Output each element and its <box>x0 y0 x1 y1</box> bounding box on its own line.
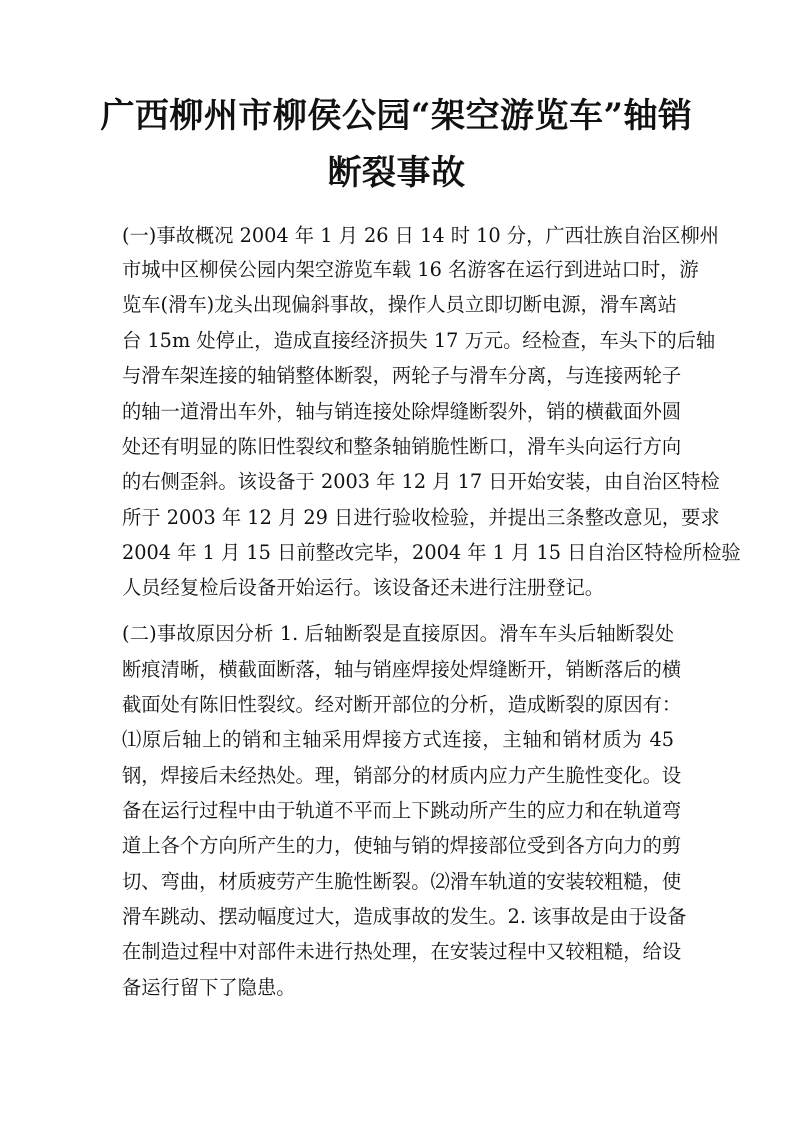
paragraph-line: 切、弯曲，材质疲劳产生脆性断裂。⑵滑车轨道的安装较粗糙，使 <box>122 870 682 893</box>
paragraph-line: 备运行留下了隐患。 <box>122 976 296 999</box>
paragraph-line: 的轴一道滑出车外，轴与销连接处除焊缝断裂外，销的横截面外圆 <box>122 400 682 423</box>
paragraph-line: 览车(滑车)龙头出现偏斜事故，操作人员立即切断电源，滑车离站 <box>122 293 677 316</box>
paragraph-line: 人员经复检后设备开始运行。该设备还未进行注册登记。 <box>122 576 605 599</box>
paragraph-line: 所于 2003 年 12 月 29 日进行验收检验，并提出三条整改意见，要求 <box>122 506 720 529</box>
document-title-line-1: 广西柳州市柳侯公园“架空游览车”轴销 <box>100 96 693 136</box>
paragraph-line: 钢，焊接后未经热处。理，销部分的材质内应力产生脆性变化。设 <box>122 764 682 787</box>
paragraph-line: 台 15m 处停止，造成直接经济损失 17 万元。经检查，车头下的后轴 <box>122 329 716 352</box>
document-title-line-2: 断裂事故 <box>327 153 466 193</box>
paragraph-line: 截面处有陈旧性裂纹。经对断开部位的分析，造成断裂的原因有： <box>122 693 682 716</box>
paragraph-line: 道上各个方向所产生的力，使轴与销的焊接部位受到各方向力的剪 <box>122 834 682 857</box>
paragraph-line: 与滑车架连接的轴销整体断裂，两轮子与滑车分离，与连接两轮子 <box>122 364 682 387</box>
paragraph-line: 备在运行过程中由于轨道不平而上下跳动所产生的应力和在轨道弯 <box>122 799 682 822</box>
paragraph-line: ⑴原后轴上的销和主轴采用焊接方式连接，主轴和销材质为 45 <box>122 728 674 751</box>
paragraph-line: 在制造过程中对部件未进行热处理，在安装过程中又较粗糙，给设 <box>122 940 682 963</box>
paragraph-line: 市城中区柳侯公园内架空游览车载 16 名游客在运行到进站口时，游 <box>122 258 699 281</box>
paragraph-line: (二)事故原因分析 1. 后轴断裂是直接原因。滑车车头后轴断裂处 <box>122 622 674 645</box>
paragraph-line: (一)事故概况 2004 年 1 月 26 日 14 时 10 分，广西壮族自治区柳州 <box>122 224 719 247</box>
paragraph-line: 的右侧歪斜。该设备于 2003 年 12 月 17 日开始安装，由自治区特检 <box>122 470 720 493</box>
paragraph-line: 断痕清晰，横截面断落，轴与销座焊接处焊缝断开，销断落后的横 <box>122 658 682 681</box>
paragraph-line: 滑车跳动、摆动幅度过大，造成事故的发生。2. 该事故是由于设备 <box>122 905 687 928</box>
paragraph-line: 处还有明显的陈旧性裂纹和整条轴销脆性断口，滑车头向运行方向 <box>122 435 682 458</box>
paragraph-line: 2004 年 1 月 15 日前整改完毕，2004 年 1 月 15 日自治区特检所检验 <box>122 541 741 564</box>
